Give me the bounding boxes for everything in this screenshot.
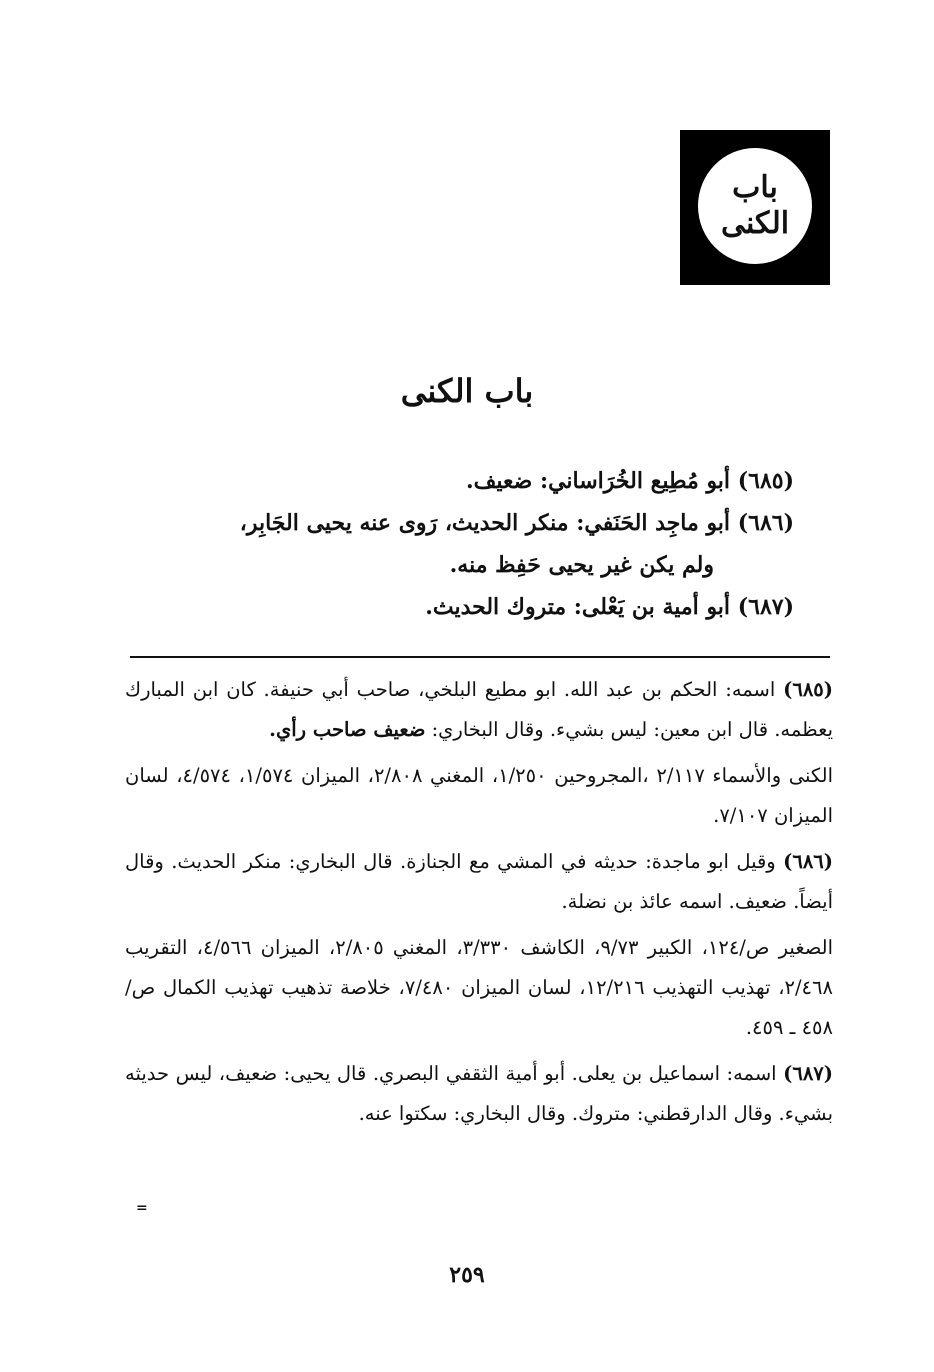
entries-list xyxy=(114,460,794,628)
footnote-number: (٦٨٦) xyxy=(783,850,834,873)
footnote-686-sources xyxy=(125,928,833,1048)
footnote-number: (٦٨٧) xyxy=(783,1062,833,1085)
footnote-text-bold: ضعيف صاحب رأي. xyxy=(269,718,426,741)
footnote-text: الصغير ص/١٢٤، الكبير ٩/٧٣، الكاشف ٣/٣٣٠، المغني ٢/٨٠٥، الميزان ٤/٥٦٦، التقريب ٢/٤٦٨، تهذيب التهذيب ١٢/٢١٦، لسان الميزان ٧/٤٨٠، خلاصة تذهيب تهذيب الكمال ص/٤٥٨ ـ ٤٥٩. xyxy=(125,936,833,1039)
chapter-title: باب الكنى xyxy=(400,372,534,410)
chapter-badge xyxy=(680,130,830,285)
entry-line: (٦٨٥) أبو مُطِيع الخُرَاساني: ضعيف. xyxy=(465,468,794,494)
footnotes xyxy=(125,670,833,1140)
badge-line-2: الكنى xyxy=(720,206,790,241)
footnote-685 xyxy=(125,670,833,750)
footnote-685-sources xyxy=(125,756,833,836)
footnote-divider xyxy=(130,656,830,658)
entry-line-continuation: ولم يكن غير يحيى حَفِظ منه. xyxy=(449,552,714,578)
entry-line: (٦٨٦) أبو ماجِد الحَنَفي: منكر الحديث، رَوى عنه يحيى الجَابِر، xyxy=(239,510,794,536)
page-number: ٢٥٩ xyxy=(449,1262,485,1288)
badge-line-1: باب xyxy=(732,170,778,205)
continuation-mark: = xyxy=(136,1200,148,1216)
footnote-686 xyxy=(125,842,833,922)
entry-687 xyxy=(114,586,794,628)
footnote-687 xyxy=(125,1054,833,1134)
footnote-text: اسمه: الحكم بن عبد الله. ابو مطيع البلخي، صاحب أبي حنيفة. كان ابن المبارك يعظمه. قال ابن معين: ليس بشيء. وقال البخاري: xyxy=(125,678,833,741)
footnote-text: الكنى والأسماء ٢/١١٧ ،المجروحين ١/٢٥٠، المغني ٢/٨٠٨، الميزان ١/٥٧٤، ٤/٥٧٤، لسان الميزان ٧/١٠٧. xyxy=(125,764,834,827)
footnote-text: وقيل ابو ماجدة: حديثه في المشي مع الجنازة. قال البخاري: منكر الحديث. وقال أيضاً. ضعيف. اسمه عائذ بن نضلة. xyxy=(125,850,833,913)
entry-686 xyxy=(114,502,794,586)
entry-line: (٦٨٧) أبو أمية بن يَعْلى: متروك الحديث. xyxy=(425,594,794,620)
entry-685 xyxy=(114,460,794,502)
footnote-number: (٦٨٥) xyxy=(783,678,833,701)
chapter-badge-circle xyxy=(698,148,812,264)
footnote-text: اسمه: اسماعيل بن يعلى. أبو أمية الثقفي البصري. قال يحيى: ضعيف، ليس حديثه بشيء. وقال الدارقطني: متروك. وقال البخاري: سكتوا عنه. xyxy=(125,1062,833,1125)
